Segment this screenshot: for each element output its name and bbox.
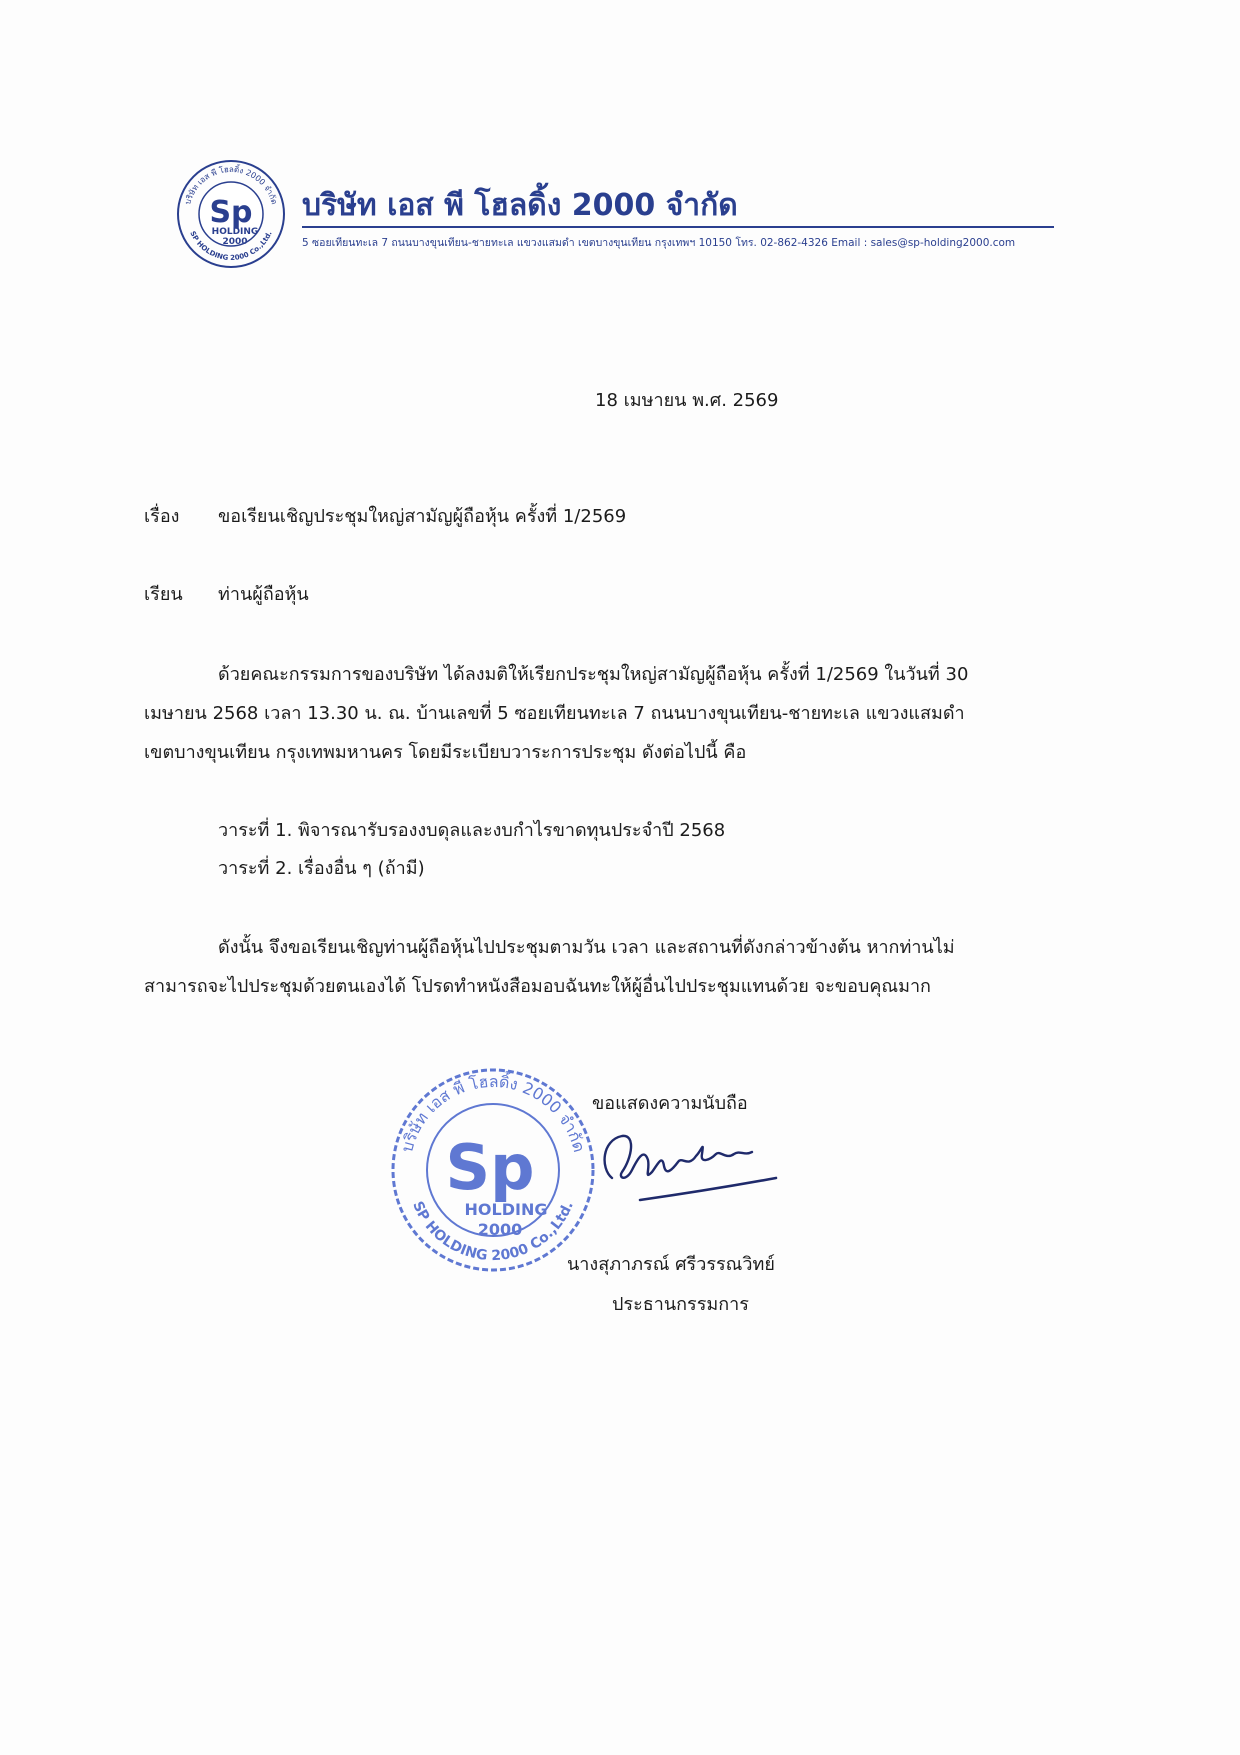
signer-title: ประธานกรรมการ	[612, 1294, 749, 1315]
logo-line1: HOLDING	[211, 227, 259, 237]
logo-top-arc-text: บริษัท เอส พี โฮลดิ้ง 2000 จำกัด	[183, 164, 279, 206]
recipient-label: เรียน	[144, 584, 183, 605]
paragraph2-line: สามารถจะไปประชุมด้วยตนเองได้ โปรดทำหนังสือมอบฉันทะให้ผู้อื่นไปประชุมแทนด้วย จะขอบคุณมาก	[144, 976, 931, 997]
paragraph1-line: เมษายน 2568 เวลา 13.30 น. ณ. บ้านเลขที่ 5 ซอยเทียนทะเล 7 ถนนบางขุนเทียน-ชายทะเล แขวงแสมดำ	[144, 703, 965, 724]
agenda-item: วาระที่ 1. พิจารณารับรองงบดุลและงบกำไรขาดทุนประจำปี 2568	[218, 820, 726, 841]
letterhead-divider	[302, 226, 1054, 228]
logo-bottom-arc-text: SP HOLDING 2000 Co.,Ltd.	[188, 229, 274, 263]
paragraph2-line: ดังนั้น จึงขอเรียนเชิญท่านผู้ถือหุ้นไปประชุมตามวัน เวลา และสถานที่ดังกล่าวข้างต้น หากท่านไม่	[218, 937, 955, 958]
paragraph1-line: ด้วยคณะกรรมการของบริษัท ได้ลงมติให้เรียกประชุมใหญ่สามัญผู้ถือหุ้น ครั้งที่ 1/2569 ในวันที่ 30	[218, 664, 969, 685]
paragraph1-line: เขตบางขุนเทียน กรุงเทพมหานคร โดยมีระเบียบวาระการประชุม ดังต่อไปนี้ คือ	[144, 742, 747, 763]
closing-text: ขอแสดงความนับถือ	[592, 1093, 748, 1114]
company-address: 5 ซอยเทียนทะเล 7 ถนนบางขุนเทียน-ชายทะเล แขวงแสมดำ เขตบางขุนเทียน กรุงเทพฯ 10150 โทร. 02-862-4326 Email : sales@sp-holding2000.com	[302, 237, 1016, 249]
handwritten-signature	[592, 1120, 782, 1210]
stamp-mark: Sp	[445, 1131, 535, 1204]
stamp-top-arc-text: บริษัท เอส พี โฮลดิ้ง 2000 จำกัด	[397, 1071, 589, 1155]
company-name: บริษัท เอส พี โฮลดิ้ง 2000 จำกัด	[302, 188, 738, 223]
company-stamp	[388, 1065, 598, 1275]
logo-line2: 2000	[222, 237, 248, 247]
company-logo	[175, 158, 287, 270]
agenda-item: วาระที่ 2. เรื่องอื่น ๆ (ถ้ามี)	[218, 858, 425, 879]
stamp-bottom-arc-text: SP HOLDING 2000 Co.,Ltd.	[409, 1199, 577, 1265]
letter-date: 18 เมษายน พ.ศ. 2569	[595, 390, 779, 411]
subject-label: เรื่อง	[144, 506, 180, 527]
stamp-line1: HOLDING	[464, 1200, 548, 1219]
logo-mark: Sp	[209, 195, 253, 230]
signer-name: นางสุภาภรณ์ ศรีวรรณวิทย์	[567, 1254, 775, 1275]
subject-text: ขอเรียนเชิญประชุมใหญ่สามัญผู้ถือหุ้น ครั้งที่ 1/2569	[218, 506, 627, 527]
recipient-text: ท่านผู้ถือหุ้น	[218, 584, 309, 605]
stamp-line2: 2000	[477, 1220, 523, 1239]
